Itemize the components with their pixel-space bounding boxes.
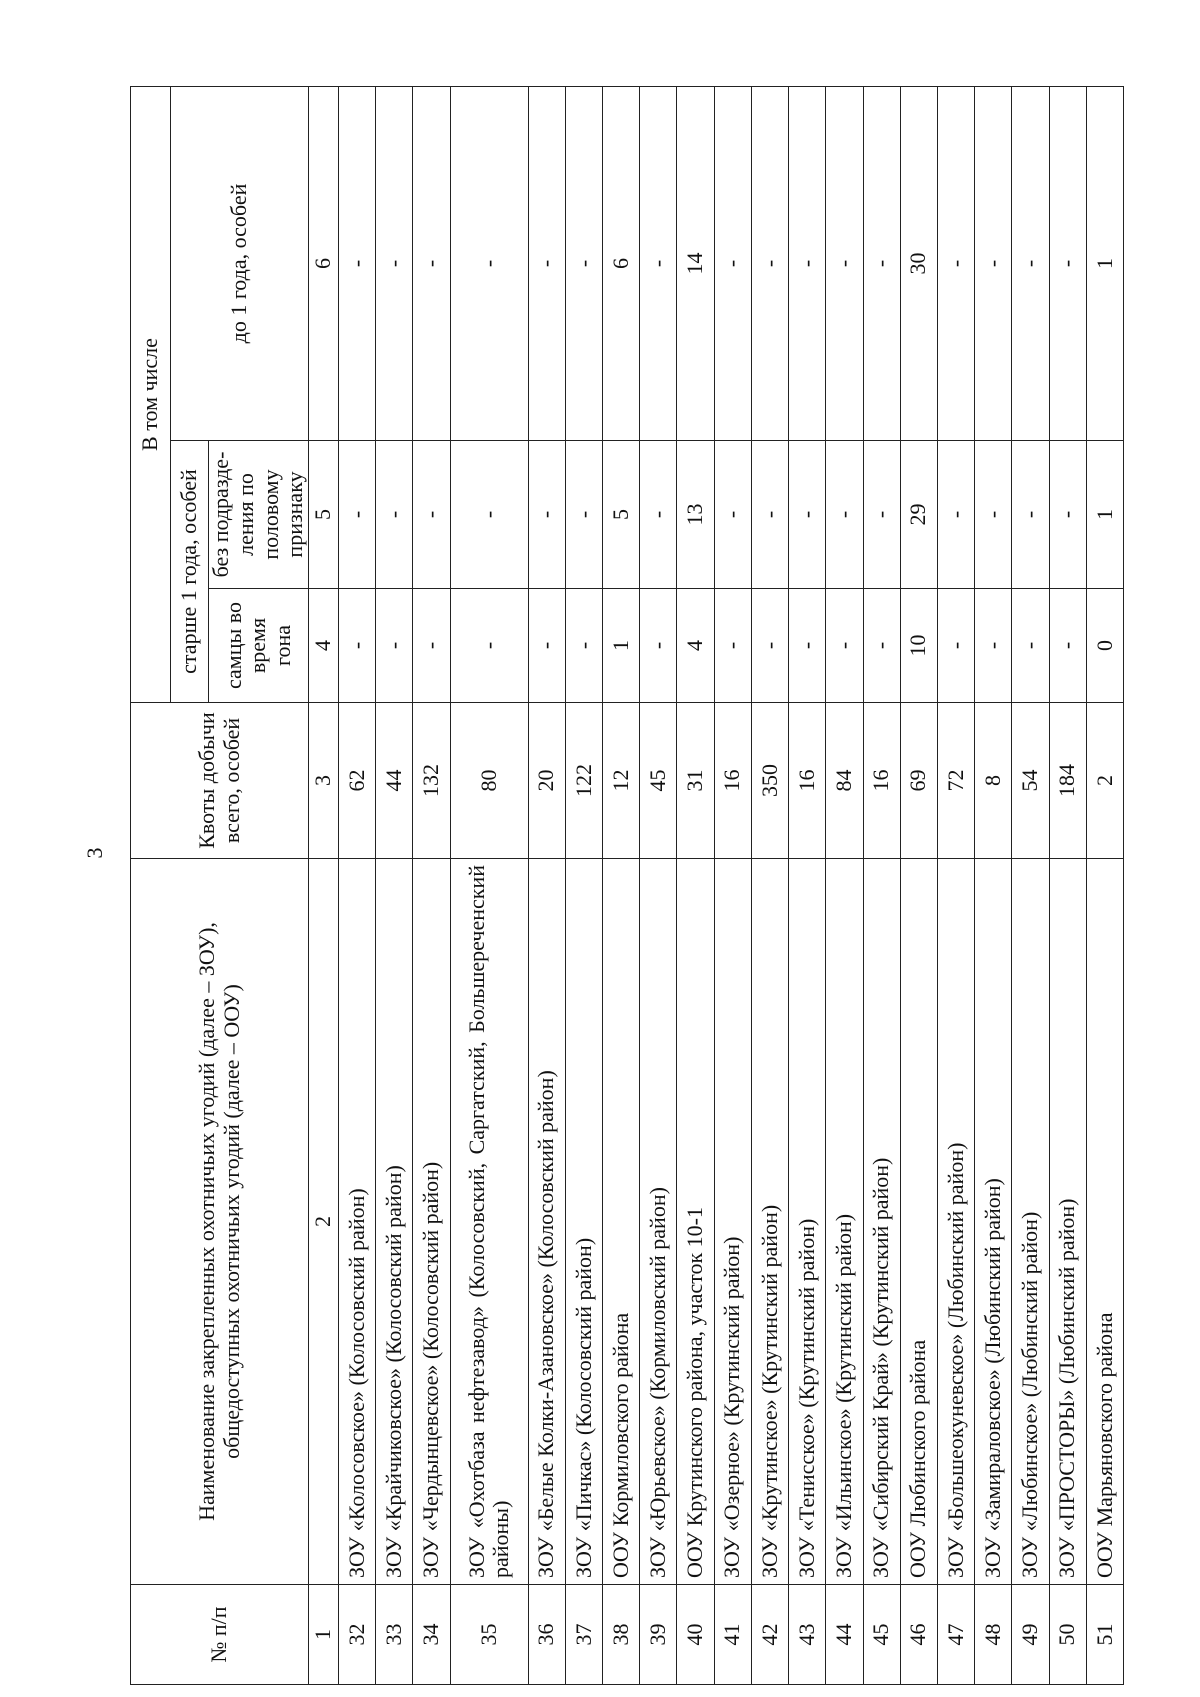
row-name: ЗОУ «Белые Колки-Азановское» (Колосовский район) (528, 859, 565, 1585)
row-under1: 1 (1086, 87, 1123, 441)
row-quota: 80 (450, 703, 528, 859)
table-row (937, 87, 974, 1685)
row-number: 44 (826, 1585, 863, 1685)
row-name: ООУ Марьяновского района (1086, 859, 1123, 1585)
row-name: ЗОУ «Ильинское» (Крутинский район) (826, 859, 863, 1585)
row-name: ЗОУ «Пичкас» (Колосовский район) (565, 859, 602, 1585)
row-quota: 62 (339, 703, 376, 859)
row-number: 36 (528, 1585, 565, 1685)
row-quota: 132 (413, 703, 450, 859)
table-row (900, 87, 937, 1685)
row-name: ЗОУ «Чердынцевское» (Колосовский район) (413, 859, 450, 1585)
row-name: ЗОУ «Колосовское» (Колосовский район) (339, 859, 376, 1585)
row-no-sex: 1 (1086, 441, 1123, 589)
row-number: 45 (863, 1585, 900, 1685)
row-number: 32 (339, 1585, 376, 1685)
table-row (565, 87, 602, 1685)
table-row (1049, 87, 1086, 1685)
header-quota: Квоты добычи всего, особей (131, 703, 309, 859)
row-name: ЗОУ «Большеокуневское» (Любинский район) (937, 859, 974, 1585)
table-row (528, 87, 565, 1685)
row-quota: 44 (376, 703, 413, 859)
row-quota: 8 (975, 703, 1012, 859)
row-no-sex: - (640, 441, 677, 589)
row-quota: 16 (863, 703, 900, 859)
row-quota: 16 (714, 703, 751, 859)
row-quota: 72 (937, 703, 974, 859)
header-num: № п/п (131, 1585, 309, 1685)
row-number: 38 (603, 1585, 640, 1685)
row-name: ЗОУ «Охотбаза нефтезавод» (Колосовский, Саргатский, Большереченский районы) (450, 859, 528, 1585)
row-quota: 54 (1012, 703, 1049, 859)
row-no-sex: - (528, 441, 565, 589)
row-name: ООУ Кормиловского района (603, 859, 640, 1585)
row-males: - (413, 589, 450, 703)
row-number: 48 (975, 1585, 1012, 1685)
row-quota: 12 (603, 703, 640, 859)
row-males: - (826, 589, 863, 703)
row-males: - (863, 589, 900, 703)
row-number: 43 (789, 1585, 826, 1685)
table-row (339, 87, 376, 1685)
row-no-sex: - (937, 441, 974, 589)
row-under1: 14 (677, 87, 714, 441)
row-name: ЗОУ «Сибирский Край» (Крутинский район) (863, 859, 900, 1585)
row-no-sex: 13 (677, 441, 714, 589)
row-number: 51 (1086, 1585, 1123, 1685)
row-under1: 30 (900, 87, 937, 441)
row-no-sex: - (413, 441, 450, 589)
row-under1: - (565, 87, 602, 441)
row-number: 42 (751, 1585, 788, 1685)
row-quota: 69 (900, 703, 937, 859)
page-number: 3 (82, 847, 107, 859)
row-males: - (565, 589, 602, 703)
row-males: 4 (677, 589, 714, 703)
row-under1: - (1012, 87, 1049, 441)
row-under1: - (789, 87, 826, 441)
row-name: ЗОУ «Крайчиковское» (Колосовский район) (376, 859, 413, 1585)
row-males: 0 (1086, 589, 1123, 703)
row-number: 50 (1049, 1585, 1086, 1685)
row-under1: - (413, 87, 450, 441)
row-males: 10 (900, 589, 937, 703)
row-quota: 184 (1049, 703, 1086, 859)
header-name: Наименование закрепленных охотничьих угодий (далее – ЗОУ), общедоступных охотничьих угодий (далее – ООУ) (131, 859, 309, 1585)
row-under1: - (339, 87, 376, 441)
table-row (1086, 87, 1123, 1685)
row-number: 35 (450, 1585, 528, 1685)
header-males: самцы во время гона (209, 589, 309, 703)
table-row (789, 87, 826, 1685)
table-row (975, 87, 1012, 1685)
column-number: 2 (309, 859, 339, 1585)
row-no-sex: 5 (603, 441, 640, 589)
row-under1: - (1049, 87, 1086, 441)
row-no-sex: - (339, 441, 376, 589)
row-males: - (640, 589, 677, 703)
row-males: - (975, 589, 1012, 703)
column-number: 1 (309, 1585, 339, 1685)
row-males: - (789, 589, 826, 703)
table-row (863, 87, 900, 1685)
table-row (826, 87, 863, 1685)
row-males: - (751, 589, 788, 703)
row-number: 37 (565, 1585, 602, 1685)
row-quota: 16 (789, 703, 826, 859)
row-quota: 350 (751, 703, 788, 859)
row-number: 33 (376, 1585, 413, 1685)
row-number: 47 (937, 1585, 974, 1685)
table-row (1012, 87, 1049, 1685)
row-under1: - (826, 87, 863, 441)
row-under1: - (528, 87, 565, 441)
row-males: 1 (603, 589, 640, 703)
table-row (376, 87, 413, 1685)
row-name: ЗОУ «Крутинское» (Крутинский район) (751, 859, 788, 1585)
column-number: 5 (309, 441, 339, 589)
row-no-sex: - (751, 441, 788, 589)
row-under1: - (450, 87, 528, 441)
table-row (640, 87, 677, 1685)
row-under1: - (863, 87, 900, 441)
row-no-sex: 29 (900, 441, 937, 589)
table-row (714, 87, 751, 1685)
table-row (677, 87, 714, 1685)
row-no-sex: - (789, 441, 826, 589)
row-number: 41 (714, 1585, 751, 1685)
row-name: ЗОУ «Любинское» (Любинский район) (1012, 859, 1049, 1585)
row-no-sex: - (1049, 441, 1086, 589)
row-males: - (528, 589, 565, 703)
row-no-sex: - (826, 441, 863, 589)
row-quota: 20 (528, 703, 565, 859)
row-males: - (714, 589, 751, 703)
column-number: 3 (309, 703, 339, 859)
row-males: - (339, 589, 376, 703)
header-including: В том числе (131, 87, 171, 703)
row-number: 46 (900, 1585, 937, 1685)
column-number: 6 (309, 87, 339, 441)
row-quota: 84 (826, 703, 863, 859)
row-males: - (1012, 589, 1049, 703)
row-name: ООУ Крутинского района, участок 10-1 (677, 859, 714, 1585)
row-name: ЗОУ «ПРОСТОРЫ» (Любинский район) (1049, 859, 1086, 1585)
row-under1: - (937, 87, 974, 441)
row-quota: 122 (565, 703, 602, 859)
row-number: 40 (677, 1585, 714, 1685)
row-name: ЗОУ «Тенисское» (Крутинский район) (789, 859, 826, 1585)
header-no-sex: без подразде- ления по половому признаку (209, 441, 309, 589)
row-males: - (1049, 589, 1086, 703)
row-number: 34 (413, 1585, 450, 1685)
table-row (603, 87, 640, 1685)
row-quota: 45 (640, 703, 677, 859)
row-name: ООУ Любинского района (900, 859, 937, 1585)
header-under1: до 1 года, особей (171, 87, 309, 441)
table-row (450, 87, 528, 1685)
header-older: старше 1 года, особей (171, 441, 209, 703)
row-under1: - (975, 87, 1012, 441)
column-numbers-row (309, 87, 339, 1685)
quota-table-container (130, 87, 1124, 1685)
column-number: 4 (309, 589, 339, 703)
row-no-sex: - (376, 441, 413, 589)
row-number: 49 (1012, 1585, 1049, 1685)
row-name: ЗОУ «Замираловское» (Любинский район) (975, 859, 1012, 1585)
row-no-sex: - (565, 441, 602, 589)
table-row (751, 87, 788, 1685)
quota-table (130, 86, 1124, 1685)
row-quota: 2 (1086, 703, 1123, 859)
row-number: 39 (640, 1585, 677, 1685)
row-name: ЗОУ «Озерное» (Крутинский район) (714, 859, 751, 1585)
row-under1: - (376, 87, 413, 441)
row-no-sex: - (450, 441, 528, 589)
row-males: - (376, 589, 413, 703)
row-under1: - (640, 87, 677, 441)
row-males: - (450, 589, 528, 703)
row-no-sex: - (1012, 441, 1049, 589)
row-under1: 6 (603, 87, 640, 441)
row-no-sex: - (714, 441, 751, 589)
row-no-sex: - (975, 441, 1012, 589)
row-quota: 31 (677, 703, 714, 859)
row-no-sex: - (863, 441, 900, 589)
row-name: ЗОУ «Юрьевское» (Кормиловский район) (640, 859, 677, 1585)
row-males: - (937, 589, 974, 703)
table-row (413, 87, 450, 1685)
row-under1: - (714, 87, 751, 441)
row-under1: - (751, 87, 788, 441)
